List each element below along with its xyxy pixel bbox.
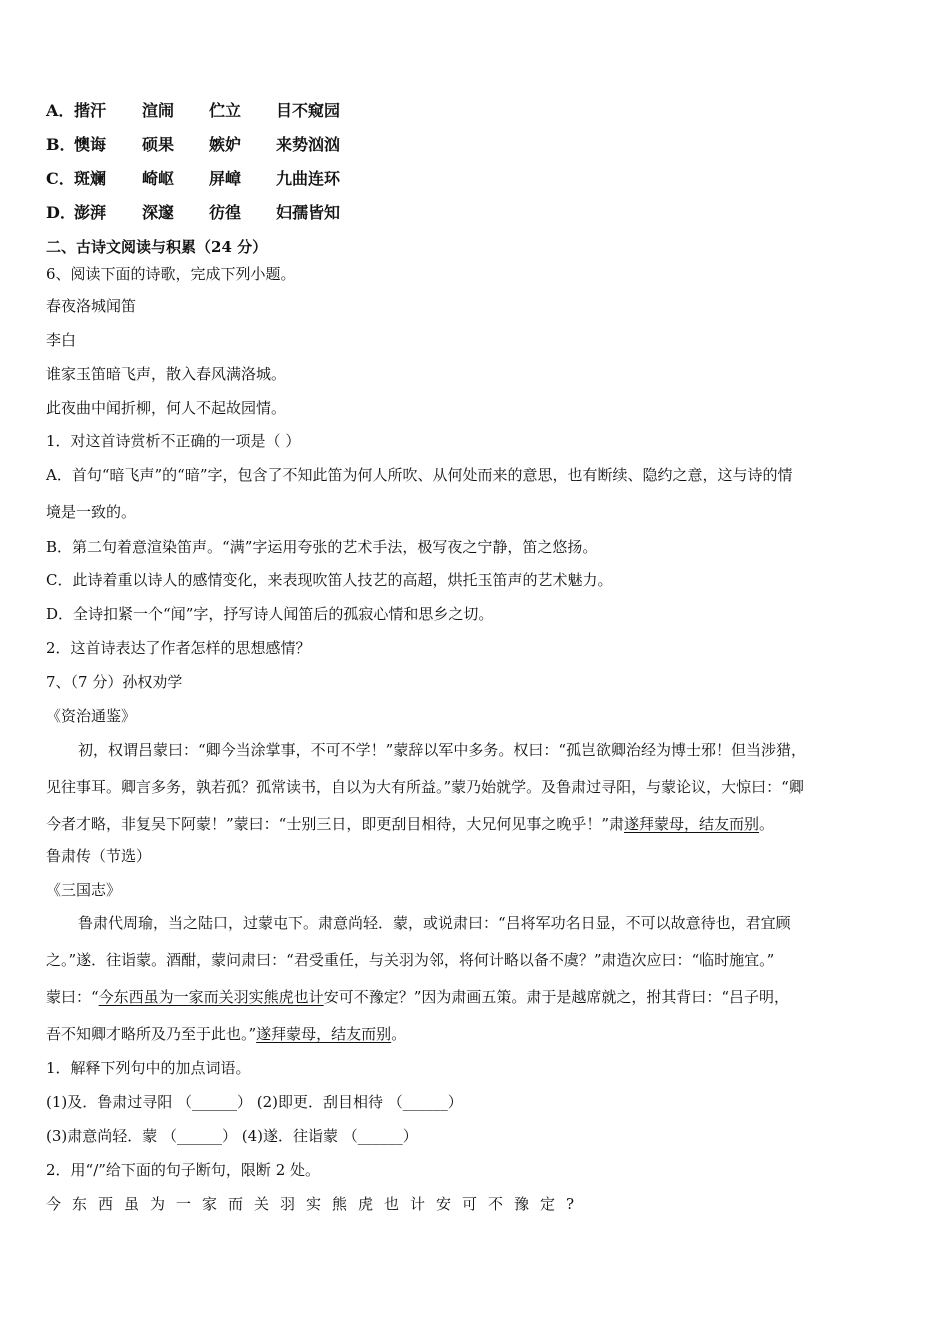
option-word: 妇孺皆知: [276, 203, 341, 222]
option-word: 目不窥园: [276, 101, 341, 120]
option-label: C．: [46, 169, 75, 188]
option-label: A．: [46, 101, 75, 120]
source-title: 《三国志》: [46, 881, 122, 899]
fill-blank-line: (1)及．鲁肃过寻阳 （______） (2)即更．刮目相待 （______）: [46, 1093, 463, 1111]
poem-line: 谁家玉笛暗飞声，散入春风满洛城。: [46, 365, 287, 383]
option-word: 屏嶂: [209, 169, 242, 188]
underlined-text: 今东西虽为一家而关羽实熊虎也计: [98, 988, 324, 1006]
passage-line: 见往事耳。卿言多务，孰若孤？孤常读书，自以为大有所益。”蒙乃始就学。及鲁肃过寻阳，与蒙论议，大惊曰：“卿: [46, 778, 804, 796]
option-word: 伫立: [209, 101, 242, 120]
question-6-prompt: 6、阅读下面的诗歌，完成下列小题。: [46, 265, 296, 283]
passage-line: 鲁肃代周瑜，当之陆口，过蒙屯下。肃意尚轻．蒙，或说肃曰：“吕将军功名日显，不可以故意待也，君宜顾: [78, 914, 791, 932]
option-word: 揩汗: [74, 101, 107, 120]
passage-line: 初，权谓吕蒙曰：“卿今当涂掌事，不可不学！”蒙辞以军中多务。权曰：“孤岂欲卿治经为博士邪！但当涉猎，: [78, 741, 807, 759]
section-heading: 二、古诗文阅读与积累（24 分）: [46, 238, 268, 256]
subtitle: 鲁肃传（节选）: [46, 847, 152, 865]
option-label: B．: [46, 135, 76, 154]
poem-title: 春夜洛城闻笛: [46, 297, 137, 315]
option-d: [46, 203, 340, 223]
passage-line: 之。”遂．往诣蒙。酒酣，蒙问肃曰：“君受重任，与关羽为邻，将何计略以备不虞？”肃造次应曰：“临时施宜。”: [46, 951, 775, 969]
choice-a: A．首句“暗飞声”的“暗”字，包含了不知此笛为何人所吹、从何处而来的意思，也有断续、隐约之意，这与诗的情: [46, 466, 793, 484]
source-title: 《资治通鉴》: [46, 707, 137, 725]
option-word: 彷徨: [209, 203, 242, 222]
fill-blank-line: (3)肃意尚轻．蒙 （______） (4)遂．往诣蒙 （______）: [46, 1127, 418, 1145]
underlined-text: 遂拜蒙母，结友而别: [256, 1025, 392, 1043]
option-c: [46, 169, 340, 189]
option-word: 九曲连环: [276, 169, 341, 188]
poem-line: 此夜曲中闻折柳，何人不起故园情。: [46, 399, 287, 417]
passage-text: 蒙曰：“: [46, 988, 99, 1006]
option-word: 渲闹: [142, 101, 175, 120]
poem-author: 李白: [46, 331, 77, 349]
passage-line: [46, 1024, 406, 1044]
passage-text: 。: [391, 1025, 407, 1043]
question-7-sub2: 2．用“/”给下面的句子断句，限断 2 处。: [46, 1161, 321, 1179]
passage-text: 今者才略，非复吴下阿蒙！”蒙曰：“士别三日，即更刮目相待，大兄何见事之晚乎！”肃: [46, 815, 625, 833]
question-6-sub1: 1．对这首诗赏析不正确的一项是（ ）: [46, 432, 301, 450]
underlined-text: 遂拜蒙母，结友而别: [624, 815, 760, 833]
passage-text: 吾不知卿才略所及乃至于此也。”: [46, 1025, 257, 1043]
option-word: 懊诲: [74, 135, 107, 154]
choice-a-continued: 境是一致的。: [46, 503, 137, 521]
option-word: 澎湃: [74, 203, 107, 222]
option-a: [46, 101, 340, 121]
question-7-sub1: 1．解释下列句中的加点词语。: [46, 1059, 251, 1077]
option-word: 硕果: [142, 135, 175, 154]
question-6-sub2: 2．这首诗表达了作者怎样的思想感情？: [46, 639, 311, 657]
option-b: [46, 135, 340, 155]
punctuation-sentence: 今东西虽为一家而关羽实熊虎也计安可不豫定?: [46, 1195, 586, 1213]
question-7-prompt: 7、（7 分）孙权劝学: [46, 673, 183, 691]
option-word: 深邃: [142, 203, 175, 222]
choice-b: B．第二句着意渲染笛声。“满”字运用夸张的艺术手法，极写夜之宁静，笛之悠扬。: [46, 538, 598, 556]
option-word: 嫉妒: [209, 135, 242, 154]
choice-c: C．此诗着重以诗人的感情变化，来表现吹笛人技艺的高超，烘托玉笛声的艺术魅力。: [46, 571, 613, 589]
option-label: D．: [46, 203, 76, 222]
passage-line: [46, 814, 774, 834]
option-word: 斑斓: [74, 169, 107, 188]
passage-line: [46, 987, 789, 1007]
option-word: 来势汹汹: [276, 135, 341, 154]
passage-text: 。: [759, 815, 775, 833]
passage-text: 安可不豫定？”因为肃画五策。肃于是越席就之，拊其背曰：“吕子明，: [323, 988, 790, 1006]
choice-d: D．全诗扣紧一个“闻”字，抒写诗人闻笛后的孤寂心情和思乡之切。: [46, 605, 494, 623]
option-word: 崎岖: [142, 169, 175, 188]
